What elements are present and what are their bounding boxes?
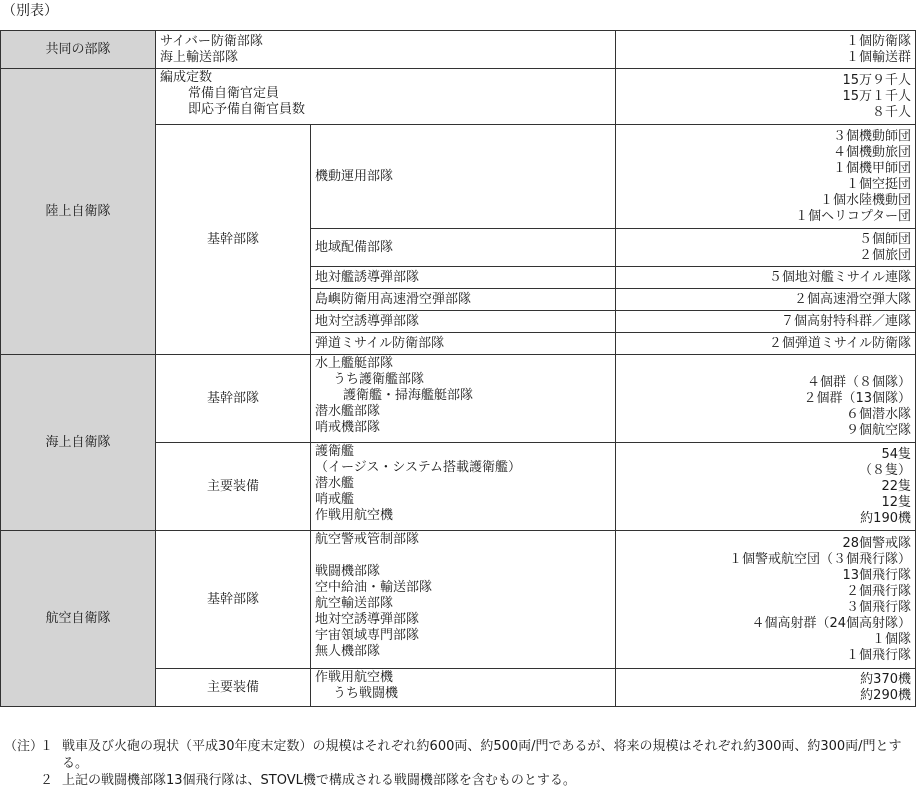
list-item: ４個高射群（24個高射隊） [751,615,911,631]
list-item: 宇宙領域専門部隊 [315,628,420,643]
list-item: 28個警戒隊 [842,535,911,551]
list-item: 潜水艦部隊 [315,404,381,419]
list-item: 無人機部隊 [315,644,381,659]
list-item: （８隻） [858,462,911,478]
note-index: １ [40,739,54,754]
list-item: 作戦用航空機 [315,670,394,685]
list-item: 約370機 [860,671,911,687]
list-item: 12隻 [881,494,911,510]
gsdf-quota-values [616,69,916,125]
list-item: １個警戒航空団（３個飛行隊） [728,551,911,567]
list-item: ２個旅団 [858,247,911,263]
unit-name: 地対空誘導弾部隊 [311,311,616,333]
list-item: 約190機 [860,510,911,526]
list-item: ４個群（８個隊） [806,374,911,390]
category-gsdf: 陸上自衛隊 [1,69,156,355]
list-item: 哨戒艦 [315,492,355,507]
list-item: うち護衛艦部隊 [333,372,425,387]
list-item: ３個飛行隊 [845,599,911,615]
list-item: サイバー防衛部隊 [160,33,263,49]
asdf-core-values [616,531,916,669]
note-index: ２ [40,773,54,788]
list-item: 54隻 [881,446,911,462]
table-heading: （別表） [2,3,58,19]
list-item: １個空挺団 [845,176,911,192]
list-item: 空中給油・輸送部隊 [315,580,433,595]
list-item: ８千人 [871,104,911,120]
note-text: 戦車及び火砲の現状（平成30年度末定数）の規模はそれぞれ約600両、約500両/門であるが、将来の規模はそれぞれ約300両、約300両/門とする。 [62,739,902,771]
list-item: 地対空誘導弾部隊 [315,612,420,627]
joint-values [616,31,916,69]
unit-values [616,125,916,229]
list-item: ４個機動旅団 [832,144,911,160]
asdf-core-names [311,531,616,669]
gsdf-quota-labels [156,69,616,125]
table-row-joint [1,31,916,69]
list-item: 15万９千人 [842,72,911,88]
category-asdf: 航空自衛隊 [1,531,156,707]
footnotes [0,738,919,789]
msdf-core-names [311,355,616,443]
footnote-1 [0,738,919,772]
joint-names [156,31,616,69]
list-item: 航空輸送部隊 [315,596,394,611]
list-item: １個輸送群 [845,49,911,65]
list-item: １個防衛隊 [845,33,911,49]
unit-name: 弾道ミサイル防衛部隊 [311,333,616,355]
msdf-core-label: 基幹部隊 [156,355,311,443]
list-item: うち戦闘機 [333,686,399,701]
unit-value: ７個高射特科群／連隊 [616,311,916,333]
unit-value: ５個地対艦ミサイル連隊 [616,267,916,289]
list-item: 護衛艦 [315,444,355,459]
list-item: ５個師団 [858,231,911,247]
list-item: 作戦用航空機 [315,508,394,523]
list-item: １個機甲師団 [832,160,911,176]
list-item: ３個機動師団 [832,128,911,144]
table-row-asdf-core [1,531,916,669]
list-item: 航空警戒管制部隊 [315,532,420,547]
list-item: （イージス・システム搭載護衛艦） [315,460,522,475]
table-row-msdf-core [1,355,916,443]
unit-name: 地対艦誘導弾部隊 [311,267,616,289]
list-item: １個隊 [871,631,911,647]
unit-value: ２個弾道ミサイル防衛隊 [616,333,916,355]
footnote-2 [0,772,919,789]
quota-label: 編成定数 [160,70,213,85]
note-text: 上記の戦闘機部隊13個飛行隊は、STOVL機で構成される戦闘機部隊を含むものとする。 [62,773,576,788]
note-tag: （注） [4,739,44,754]
list-item: ２個群（13個隊） [803,390,911,406]
list-item: 22隻 [881,478,911,494]
list-item: １個ヘリコプター団 [795,208,911,224]
defense-force-table [0,30,916,707]
list-item: ２個飛行隊 [845,583,911,599]
list-item: 護衛艦・掃海艦艇部隊 [343,388,474,403]
list-item [315,548,611,564]
list-item: 戦闘機部隊 [315,564,381,579]
category-msdf: 海上自衛隊 [1,355,156,531]
table-row-gsdf-quota [1,69,916,125]
msdf-equip-label: 主要装備 [156,443,311,531]
list-item: 海上輸送部隊 [160,49,239,65]
list-item: 15万１千人 [842,88,911,104]
list-item: 水上艦艇部隊 [315,356,394,371]
msdf-equip-values [616,443,916,531]
msdf-equip-names [311,443,616,531]
unit-name: 島嶼防衛用高速滑空弾部隊 [311,289,616,311]
quota-label: 即応予備自衛官員数 [188,102,306,117]
asdf-equip-names [311,669,616,707]
category-joint: 共同の部隊 [1,31,156,69]
unit-name: 地域配備部隊 [311,229,616,267]
list-item: １個水陸機動団 [819,192,911,208]
quota-label: 常備自衛官定員 [188,86,280,101]
msdf-core-values [616,355,916,443]
list-item: 13個飛行隊 [842,567,911,583]
asdf-core-label: 基幹部隊 [156,531,311,669]
asdf-equip-values [616,669,916,707]
list-item: ６個潜水隊 [845,406,911,422]
unit-values [616,229,916,267]
list-item: １個飛行隊 [845,647,911,663]
unit-name: 機動運用部隊 [311,125,616,229]
unit-value: ２個高速滑空弾大隊 [616,289,916,311]
list-item [620,359,911,375]
list-item: 潜水艦 [315,476,355,491]
list-item: 哨戒機部隊 [315,420,381,435]
gsdf-core-label: 基幹部隊 [156,125,311,355]
list-item: ９個航空隊 [845,422,911,438]
asdf-equip-label: 主要装備 [156,669,311,707]
list-item: 約290機 [860,687,911,703]
